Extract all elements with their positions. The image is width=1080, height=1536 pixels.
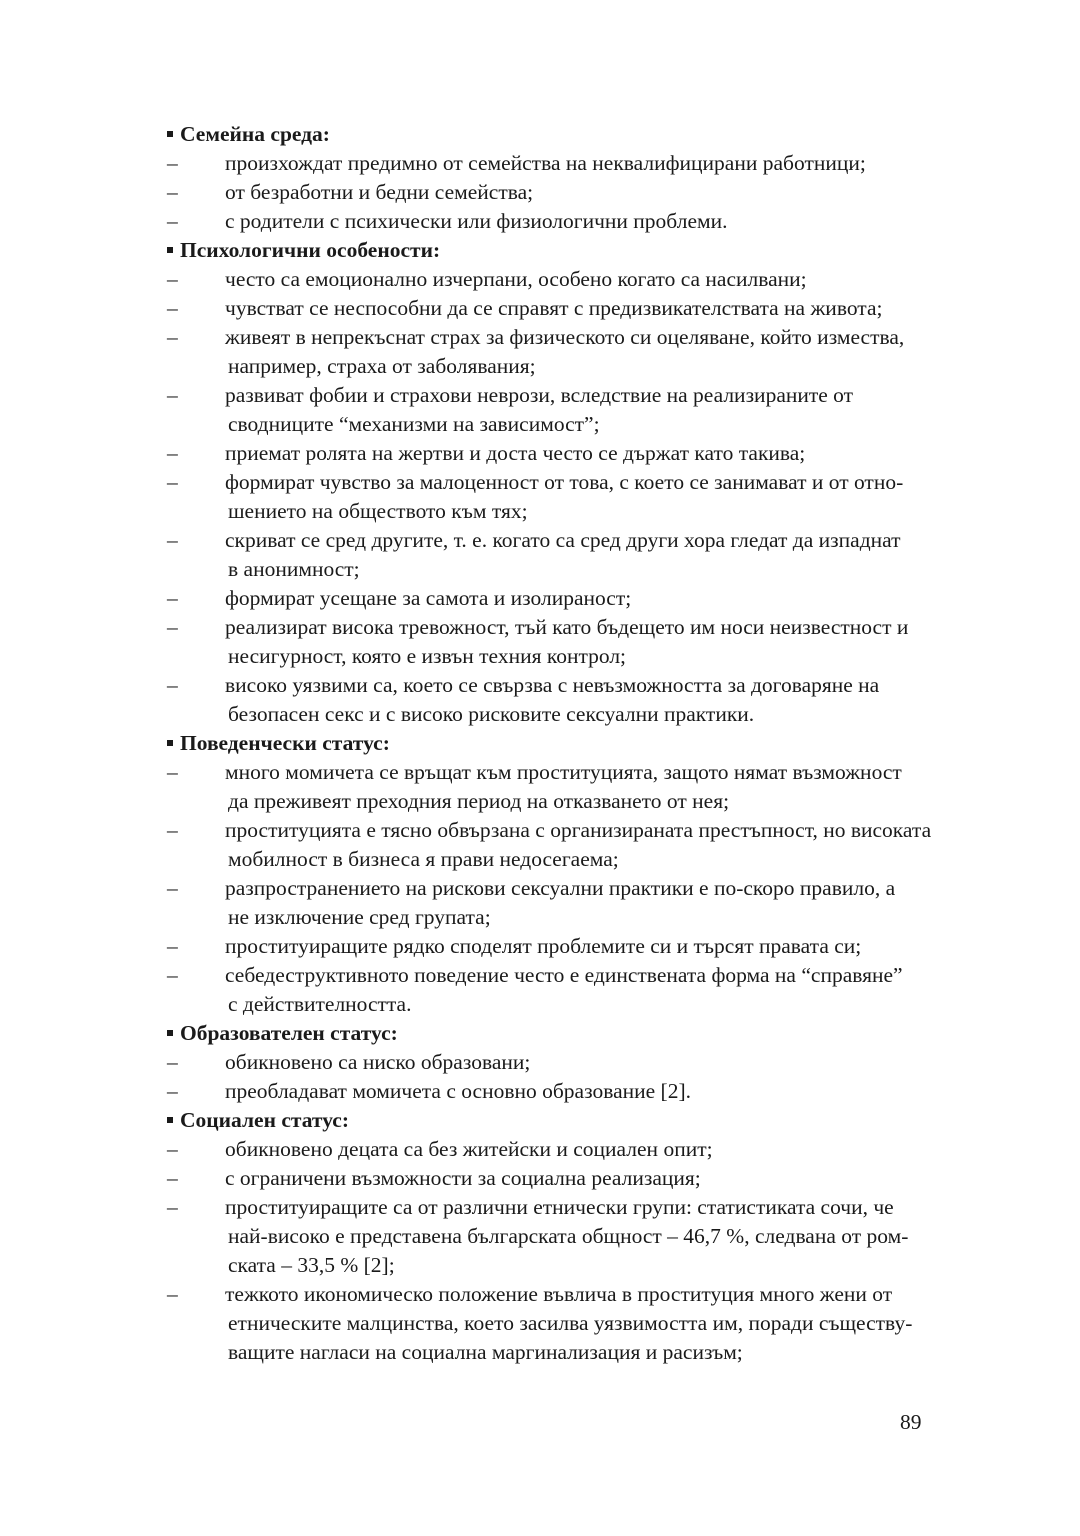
text-line: проституцията е тясно обвързана с организираната престъпност, но високата [225,818,932,842]
square-bullet-icon [167,131,173,137]
list-item-text [225,526,987,584]
dash-bullet: – [167,963,178,987]
text-line: от безработни и бедни семейства; [225,180,534,204]
dash-bullet: – [167,760,178,784]
section [167,1019,987,1106]
list-item [167,613,987,671]
dash-bullet: – [167,934,178,958]
text-line: тежкото икономическо положение въвлича в проституция много жени от [225,1282,893,1306]
section [167,729,987,1019]
text-line: формират чувство за малоценност от това, с което се занимават и от отно- [225,470,904,494]
dash-bullet: – [167,615,178,639]
list-item [167,265,987,294]
text-line: ската – 33,5 % [2]; [228,1253,395,1277]
text-line: етническите малцинства, което засилва уязвимостта им, поради съществу- [228,1311,913,1335]
list-item [167,932,987,961]
list-item [167,323,987,381]
text-line: разпространението на рискови сексуални практики е по-скоро правило, а [225,876,896,900]
list-item [167,178,987,207]
text-line: преобладават момичета с основно образование [2]. [225,1079,691,1103]
list-item-text [225,816,987,874]
list-item [167,381,987,439]
list-item-text [225,207,987,236]
text-line: проституиращите рядко споделят проблемите си и търсят правата си; [225,934,862,958]
list-item-text [225,1135,987,1164]
dash-bullet: – [167,818,178,842]
list-item [167,149,987,178]
list-item [167,671,987,729]
section [167,236,987,729]
list-item-text [225,671,987,729]
text-line: живеят в непрекъснат страх за физическото си оцеляване, който измества, [225,325,905,349]
text-line: проституиращите са от различни етнически групи: статистиката сочи, че [225,1195,894,1219]
list-item-text [225,874,987,932]
dash-bullet: – [167,876,178,900]
text-line: да преживеят преходния период на отказването от нея; [228,789,730,813]
dash-bullet: – [167,1137,178,1161]
section-heading [167,1106,987,1135]
text-line: най-високо е представена българската общност – 46,7 %, следвана от ром- [228,1224,909,1248]
text-line: в анонимност; [228,557,360,581]
text-line: не изключение сред групата; [228,905,491,929]
list-item [167,1193,987,1280]
list-item [167,874,987,932]
dash-bullet: – [167,151,178,175]
section-heading-text: Психологични особености: [180,238,441,262]
section-heading-text: Поведенчески статус: [180,731,390,755]
list-item-text [225,149,987,178]
list-item-text [225,1048,987,1077]
text-line: мобилност в бизнеса я прави недосегаема; [228,847,619,871]
list-item-text [225,932,987,961]
list-item-text [225,265,987,294]
list-item-text [225,584,987,613]
text-line: често са емоционално изчерпани, особено когато са насилвани; [225,267,807,291]
section-heading [167,120,987,149]
list-item [167,758,987,816]
dash-bullet: – [167,1282,178,1306]
list-item [167,1135,987,1164]
text-line: себедеструктивното поведение често е единствената форма на “справяне” [225,963,903,987]
text-line: сводниците “механизми на зависимост”; [228,412,600,436]
section-heading-text: Образователен статус: [180,1021,398,1045]
text-line: с родители с психически или физиологични проблеми. [225,209,728,233]
list-item [167,1048,987,1077]
dash-bullet: – [167,383,178,407]
list-item-text [225,961,987,1019]
dash-bullet: – [167,673,178,697]
list-item [167,1077,987,1106]
list-item-text [225,613,987,671]
text-line: скриват се сред другите, т. е. когато са сред други хора гледат да изпаднат [225,528,901,552]
text-line: с действителността. [228,992,412,1016]
page-body [167,120,987,1367]
section-heading-text: Социален статус: [180,1108,349,1132]
list-item [167,439,987,468]
list-item [167,961,987,1019]
text-line: чувстват се неспособни да се справят с предизвикателствата на живота; [225,296,883,320]
section-heading [167,729,987,758]
dash-bullet: – [167,1079,178,1103]
dash-bullet: – [167,296,178,320]
square-bullet-icon [167,247,173,253]
text-line: безопасен секс и с високо рисковите сексуални практики. [228,702,755,726]
section [167,1106,987,1367]
list-item-text [225,323,987,381]
list-item-text [225,758,987,816]
dash-bullet: – [167,180,178,204]
list-item [167,816,987,874]
text-line: много момичета се връщат към проституцията, защото нямат възможност [225,760,902,784]
list-item [167,1164,987,1193]
text-line: ващите нагласи на социална маргинализация и расизъм; [228,1340,743,1364]
text-line: произхождат предимно от семейства на неквалифицирани работници; [225,151,866,175]
dash-bullet: – [167,528,178,552]
text-line: високо уязвими са, което се свързва с невъзможността за договаряне на [225,673,880,697]
dash-bullet: – [167,470,178,494]
list-item [167,584,987,613]
text-line: обикновено децата са без житейски и социален опит; [225,1137,713,1161]
text-line: реализират висока тревожност, тъй като бъдещето им носи неизвестност и [225,615,909,639]
list-item [167,526,987,584]
text-line: обикновено са ниско образовани; [225,1050,531,1074]
text-line: приемат ролята на жертви и доста често се държат като такива; [225,441,806,465]
square-bullet-icon [167,740,173,746]
list-item-text [225,1193,987,1280]
section-heading [167,236,987,265]
text-line: с ограничени възможности за социална реализация; [225,1166,701,1190]
list-item [167,294,987,323]
dash-bullet: – [167,267,178,291]
section [167,120,987,236]
dash-bullet: – [167,441,178,465]
list-item-text [225,468,987,526]
dash-bullet: – [167,1166,178,1190]
list-item-text [225,1280,987,1367]
text-line: несигурност, която е извън техния контрол; [228,644,627,668]
section-heading-text: Семейна среда: [180,122,330,146]
section-heading [167,1019,987,1048]
list-item [167,207,987,236]
square-bullet-icon [167,1030,173,1036]
list-item-text [225,381,987,439]
text-line: развиват фобии и страхови неврози, вследствие на реализираните от [225,383,854,407]
dash-bullet: – [167,586,178,610]
page-number: 89 [900,1410,922,1434]
dash-bullet: – [167,325,178,349]
dash-bullet: – [167,1050,178,1074]
list-item-text [225,178,987,207]
list-item-text [225,1164,987,1193]
list-item-text [225,1077,987,1106]
square-bullet-icon [167,1117,173,1123]
dash-bullet: – [167,209,178,233]
list-item [167,1280,987,1367]
text-line: формират усещане за самота и изолираност; [225,586,632,610]
list-item-text [225,294,987,323]
dash-bullet: – [167,1195,178,1219]
list-item [167,468,987,526]
list-item-text [225,439,987,468]
text-line: например, страха от заболявания; [228,354,536,378]
text-line: шението на обществото към тях; [228,499,528,523]
